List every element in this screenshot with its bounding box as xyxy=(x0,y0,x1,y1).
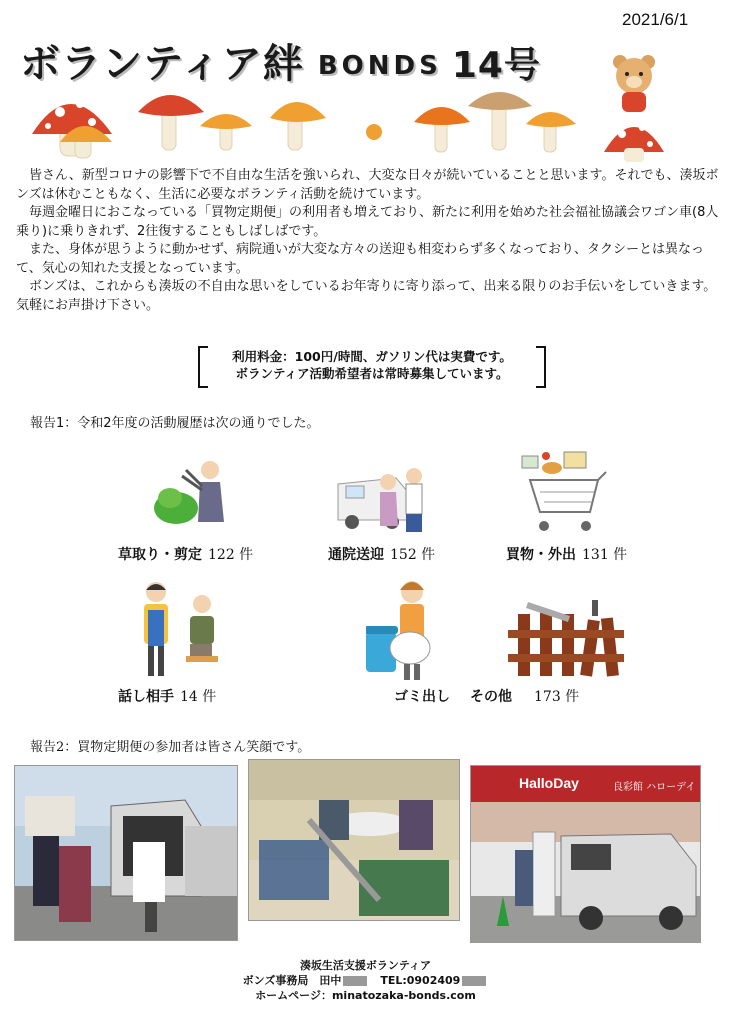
activity-count: 122 件 xyxy=(208,547,254,563)
mushroom-4 xyxy=(200,114,252,150)
issue-date: 2021/6/1 xyxy=(622,10,689,29)
mushroom-7 xyxy=(468,92,532,150)
activity-label: 通院送迎 xyxy=(328,547,384,563)
mushroom-banner xyxy=(20,82,670,162)
footer-homepage: ホームページ：minatozaka-bonds.com xyxy=(255,989,476,1002)
footer-contact xyxy=(0,973,731,988)
activity-count: 131 件 xyxy=(582,547,628,563)
intro-paragraph-2: 毎週金曜日におこなっている「買物定期便」の利用者も増えており、新たに利用を始めた社会福祉協議会ワゴン車(8人乗り)に乗りきれず、2往復することもしばしばです。 xyxy=(16,205,719,239)
activity-label: ゴミ出し xyxy=(394,689,450,705)
store-sign-2: 良彩館 ハローデイ xyxy=(613,782,696,793)
fence-repair-illustration xyxy=(508,600,624,678)
hospital-transport-illustration xyxy=(336,456,432,536)
newsletter-title xyxy=(20,32,541,89)
weeding-illustration xyxy=(152,456,232,528)
conversation-illustration xyxy=(140,580,224,680)
mushroom-3 xyxy=(138,95,204,150)
activity-garbage xyxy=(394,686,450,706)
report1-heading: 報告1：令和2年度の活動履歴は次の通りでした。 xyxy=(30,416,320,431)
garbage-illustration xyxy=(366,576,436,682)
intro-text xyxy=(16,167,724,315)
photo-halloday-store xyxy=(470,765,701,943)
shopping-cart-illustration xyxy=(520,450,610,536)
activity-weeding xyxy=(118,544,253,564)
small-dot xyxy=(366,124,382,140)
intro-paragraph-4: ボンズは、これからも湊坂の不自由な思いをしているお年寄りに寄り添って、出来る限りのお手伝いをしていきます。気軽にお声掛け下さい。 xyxy=(16,279,717,313)
footer-office: ボンズ事務局 田中 xyxy=(242,974,342,987)
activity-hospital-transport xyxy=(328,544,435,564)
mushroom-8 xyxy=(526,112,576,152)
intro-paragraph-3: また、身体が思うように動かせず、病院通いが大変な方々の送迎も相変わらず多くなっており、タクシーとは異なって、気心の知れた支援となっています。 xyxy=(16,242,704,276)
fee-line-1: 利用料金：100円/時間、ガソリン代は実費です。 xyxy=(232,349,512,364)
activity-count: 152 件 xyxy=(390,547,436,563)
mushroom-6 xyxy=(414,107,470,152)
fee-notice xyxy=(198,346,546,384)
title-issue: 14号 xyxy=(451,45,541,86)
activity-label: その他 xyxy=(470,689,512,705)
title-main: ボランティア絆 xyxy=(20,41,304,87)
report2-heading: 報告2：買物定期便の参加者は皆さん笑顔です。 xyxy=(30,740,311,755)
intro-paragraph-1: 皆さん、新型コロナの影響下で不自由な生活を強いられ、大変な日々が続いていることと思います。それでも、湊坂ボンズは休むこともなく、生活に必要なボランティ活動を続けています。 xyxy=(16,168,719,202)
store-sign: HalloDay xyxy=(519,775,579,791)
photo-store-interior xyxy=(248,759,460,921)
activity-label: 草取り・剪定 xyxy=(118,547,202,563)
bracket-right xyxy=(536,346,546,388)
footer xyxy=(0,958,731,1003)
activity-shopping xyxy=(506,544,627,564)
footer-org: 湊坂生活支援ボランティア xyxy=(299,959,432,972)
mushroom-5 xyxy=(270,102,326,150)
activity-label: 話し相手 xyxy=(118,689,174,705)
redaction-bar xyxy=(343,976,367,986)
activity-conversation xyxy=(118,686,216,706)
activity-count: 14 件 xyxy=(180,689,217,705)
photo-loading-van xyxy=(14,765,238,941)
activity-count: 173 件 xyxy=(534,689,580,705)
title-bonds: BONDS xyxy=(317,51,442,81)
footer-tel: TEL:0902409 xyxy=(380,974,461,987)
bear-on-mushroom xyxy=(598,52,670,164)
mushroom-1 xyxy=(32,100,112,156)
bracket-left xyxy=(198,346,208,388)
redaction-bar xyxy=(462,976,486,986)
activity-label: 買物・外出 xyxy=(506,547,576,563)
fee-line-2: ボランティア活動希望者は常時募集しています。 xyxy=(235,366,509,381)
activity-other xyxy=(470,686,579,706)
